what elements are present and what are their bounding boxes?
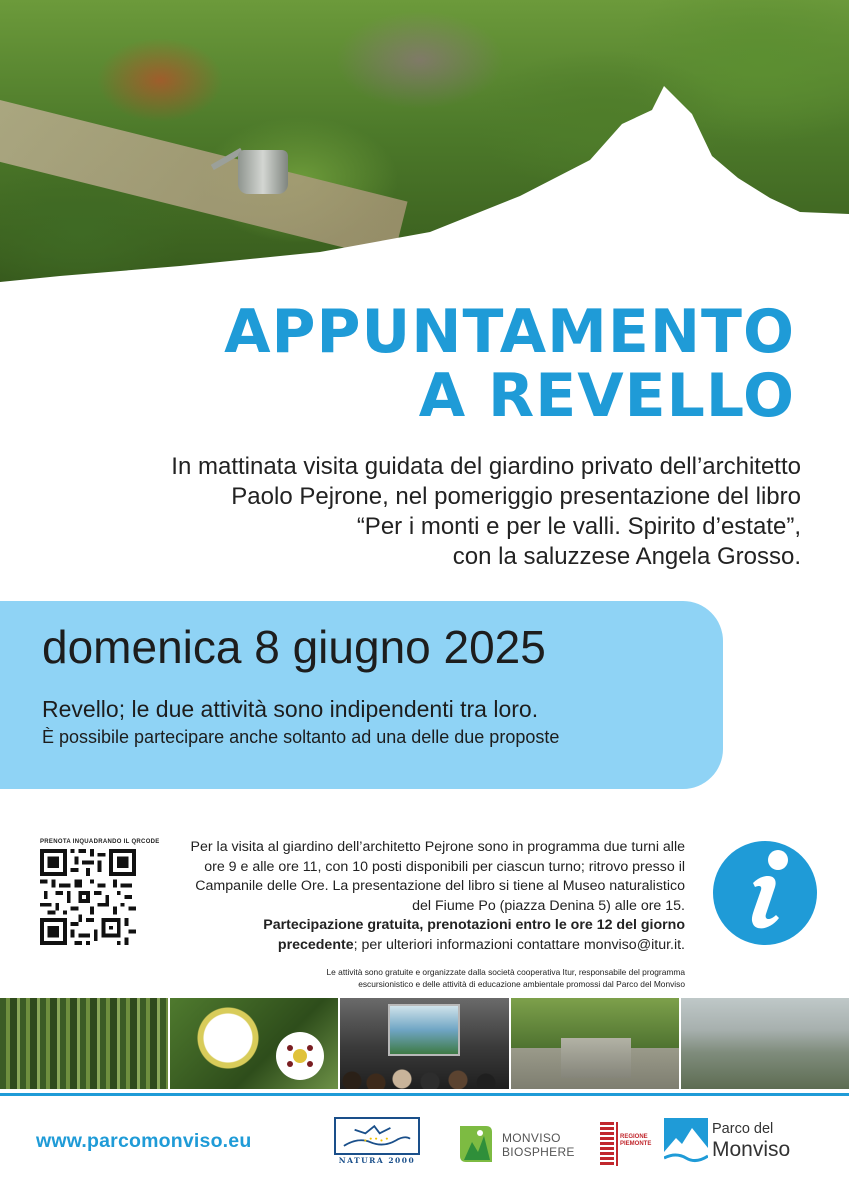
parco-line-1: Parco del (712, 1121, 774, 1137)
footer-divider (0, 1093, 849, 1096)
flower-photo (170, 998, 338, 1089)
natura-2000-caption: NATURA 2000 (338, 1156, 416, 1165)
biosphere-icon (456, 1122, 494, 1168)
parco-line-2: Monviso (712, 1138, 791, 1161)
intro-line-2: Paolo Pejrone, nel pomeriggio presentazione del libro (231, 483, 801, 510)
stone-bench (561, 1038, 631, 1078)
info-icon (710, 830, 820, 956)
title-line-1: APPUNTAMENTO (224, 297, 795, 367)
parco-monviso-logo (664, 1114, 814, 1174)
book-presentation-photo (340, 998, 508, 1089)
event-intro (61, 452, 801, 572)
info-contact: ; per ulteriori informazioni contattare monviso@itur.it. (353, 936, 685, 953)
info-line-4: del Fiume Po (piazza Denina 5) alle ore 15. (412, 897, 685, 914)
title-line-2: A REVELLO (418, 361, 795, 431)
intro-line-4: con la saluzzese Angela Grosso. (452, 543, 801, 570)
natura-2000-logo (334, 1117, 420, 1169)
event-place: Revello; le due attività sono indipendenti tra loro. (42, 696, 539, 722)
info-bold-2: precedente (277, 936, 354, 953)
mountain-silhouette (0, 0, 849, 290)
biosphere-line-2: BIOSPHERE (502, 1145, 575, 1159)
regione-piemonte-emblem (600, 1122, 614, 1166)
info-line-1: Per la visita al giardino dell’architetto Pejrone sono in programma due turni alle (190, 839, 685, 855)
info-line-2: ore 9 e alle ore 11, con 10 posti disponibili per ciascun turno; ritrovo presso il (204, 858, 685, 875)
event-date: domenica 8 giugno 2025 (42, 621, 546, 673)
biosphere-line-1: MONVISO (502, 1131, 561, 1145)
natura-2000-icon (336, 1119, 418, 1153)
intro-line-3: “Per i monti e per le valli. Spirito d’estate”, (356, 513, 801, 540)
organizer-note-line-2: escursionistico e delle attività di educazione ambientale promossi dal Parco del Monviso (358, 979, 685, 989)
info-line-3: Campanile delle Ore. La presentazione del libro si tiene al Museo naturalistico (195, 878, 685, 894)
regione-piemonte-rule (616, 1122, 618, 1166)
regione-line-2: PIEMONTE (620, 1141, 652, 1147)
bamboo-photo (0, 998, 168, 1089)
hero-garden-photo (0, 0, 849, 290)
date-band (0, 601, 723, 789)
organizer-note (150, 966, 685, 990)
natura-2000-emblem (334, 1117, 420, 1155)
qr-block (40, 838, 160, 945)
photo-strip (0, 998, 849, 1089)
qr-code[interactable] (40, 849, 136, 945)
organizer-note-line-1: Le attività sono gratuite e organizzate dalla società cooperativa Itur, responsabile del programma (326, 967, 685, 977)
event-title (224, 297, 795, 431)
info-text (150, 838, 685, 955)
parco-monviso-icon (664, 1118, 708, 1166)
valley-view-photo (681, 998, 849, 1089)
regione-piemonte-logo (600, 1122, 652, 1168)
qr-caption: PRENOTA INQUADRANDO IL QRCODE (40, 839, 160, 845)
projection-screen (388, 1004, 460, 1056)
website-link[interactable]: www.parcomonviso.eu (36, 1130, 252, 1152)
event-note: È possibile partecipare anche soltanto ad una delle due proposte (42, 727, 560, 747)
info-bold-1: Partecipazione gratuita, prenotazioni entro le ore 12 del giorno (263, 917, 685, 933)
intro-line-1: In mattinata visita guidata del giardino privato dell’architetto (171, 453, 801, 480)
audience (340, 1059, 508, 1089)
monviso-biosphere-logo (456, 1120, 575, 1170)
garden-bench-photo (511, 998, 679, 1089)
rockrose-flower (270, 1028, 338, 1088)
regione-line-1: REGIONE (620, 1134, 648, 1140)
